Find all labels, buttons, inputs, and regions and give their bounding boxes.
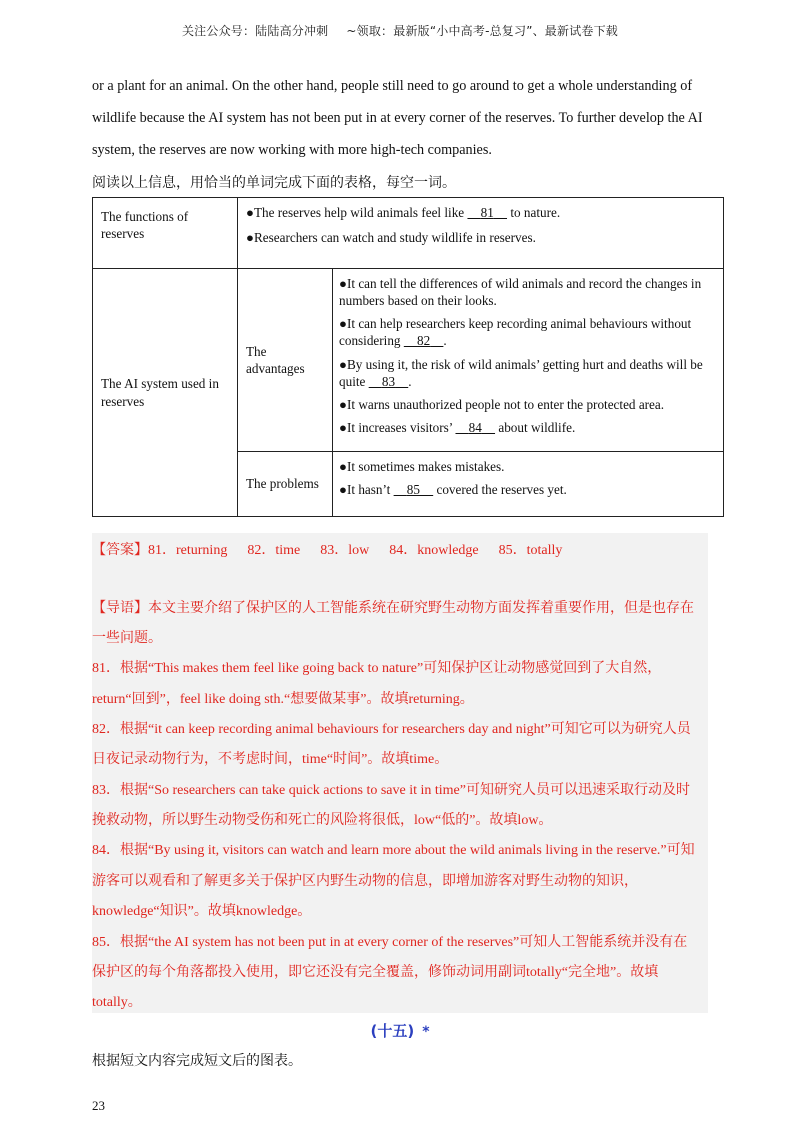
advantage-item-4: ●It warns unauthorized people not to enter the protected area. [339,396,665,412]
page-number: 23 [92,1098,105,1113]
problems-list [333,452,724,517]
advantage-item-1: ●It can tell the differences of wild animals and record the changes in numbers based on their looks. [339,276,702,309]
page-header [0,22,800,39]
row-functions [93,198,724,269]
problem-item-2: ●It hasn’t 85 covered the reserves yet. [339,482,567,498]
functions-item-1: ●The reserves help wild animals feel like 81 to nature. [246,205,561,220]
passage-line-1: or a plant for an animal. On the other hand, people still need to go around to get a whole understanding of [92,78,693,94]
advantage-item-2: ●It can help researchers keep recording animal behaviours without considering 82 . [339,316,692,349]
answer-label: 【答案】 [92,543,148,558]
advantages-label: The advantages [238,269,333,452]
answer-81: 81．returning [148,543,228,558]
table-instruction: 阅读以上信息，用恰当的单词完成下面的表格，每空一词。 [92,175,456,191]
header-right: ~领取：最新版“小中高考-总复习”、最新试卷下载 [346,24,619,38]
answer-explanation-box [92,533,708,1013]
section-heading [0,1020,800,1041]
explanation-line-10: 游客可以观看和了解更多关于保护区内野生动物的信息，即增加游客对野生动物的知识， [92,874,638,889]
advantage-item-3: ●By using it, the risk of wild animals’ getting hurt and deaths will be quite 83 . [339,356,703,389]
passage-line-3: system, the reserves are now working with more high-tech companies. [92,142,492,158]
advantages-list [333,269,724,452]
functions-item-2: ●Researchers can watch and study wildlife in reserves. [246,230,536,246]
explanation-line-2: 一些问题。 [92,631,162,646]
ai-system-label: The AI system used in reserves [93,269,238,517]
answer-table [92,197,724,517]
star-icon: * [422,1024,430,1040]
row-advantages [93,269,724,452]
answer-84: 84．knowledge [389,543,479,558]
answer-key-row [92,539,582,559]
passage-line-2: wildlife because the AI system has not been put in at every corner of the reserves. To further develop the AI [92,110,703,126]
explanation-line-3: 81．根据“This makes them feel like going back to nature”可知保护区让动物感觉回到了大自然， [92,661,662,676]
explanation-line-1: 【导语】本文主要介绍了保护区的人工智能系统在研究野生动物方面发挥着重要作用，但是也存在 [92,601,694,616]
section-title: (十五) [370,1022,415,1040]
advantage-item-5: ●It increases visitors’ 84 about wildlife. [339,420,576,436]
explanation-line-7: 83．根据“So researchers can take quick actions to save it in time”可知研究人员可以迅速采取行动及时 [92,783,690,798]
explanation-line-14: totally。 [92,995,142,1010]
explanation-line-11: knowledge“知识”。故填knowledge。 [92,904,312,919]
functions-list [238,198,724,269]
explanation-line-12: 85．根据“the AI system has not been put in at every corner of the reserves”可知人工智能系统并没有在 [92,935,688,950]
explanation-line-13: 保护区的每个角落都投入使用，即它还没有完全覆盖，修饰动词用副词totally“完全地”。故填 [92,965,659,980]
blank-82[interactable]: 82 [417,333,431,349]
answer-83: 83．low [320,543,370,558]
explanation-line-6: 日夜记录动物行为，不考虑时间，time“时间”。故填time。 [92,752,449,767]
explanation-line-8: 挽救动物，所以野生动物受伤和死亡的风险将很低，low“低的”。故填low。 [92,813,553,828]
problem-item-1: ●It sometimes makes mistakes. [339,459,505,474]
blank-84[interactable]: 84 [468,420,482,436]
header-left: 关注公众号：陆陆高分冲刺 [181,24,329,38]
blank-81[interactable]: 81 [480,205,494,220]
problems-label: The problems [238,452,333,517]
functions-label: The functions of reserves [93,198,238,269]
answer-85: 85．totally [498,543,563,558]
blank-85[interactable]: 85 [406,482,420,498]
blank-83[interactable]: 83 [381,373,396,389]
next-instruction: 根据短文内容完成短文后的图表。 [92,1053,302,1069]
explanation-line-5: 82．根据“it can keep recording animal behaviours for researchers day and night”可知它可以为研究人员 [92,722,691,737]
answer-82: 82．time [247,543,301,558]
explanation-line-9: 84．根据“By using it, visitors can watch and learn more about the wild animals living in the reserve.”可知 [92,843,695,858]
explanation-line-4: return“回到”，feel like doing sth.“想要做某事”。故填returning。 [92,692,474,707]
